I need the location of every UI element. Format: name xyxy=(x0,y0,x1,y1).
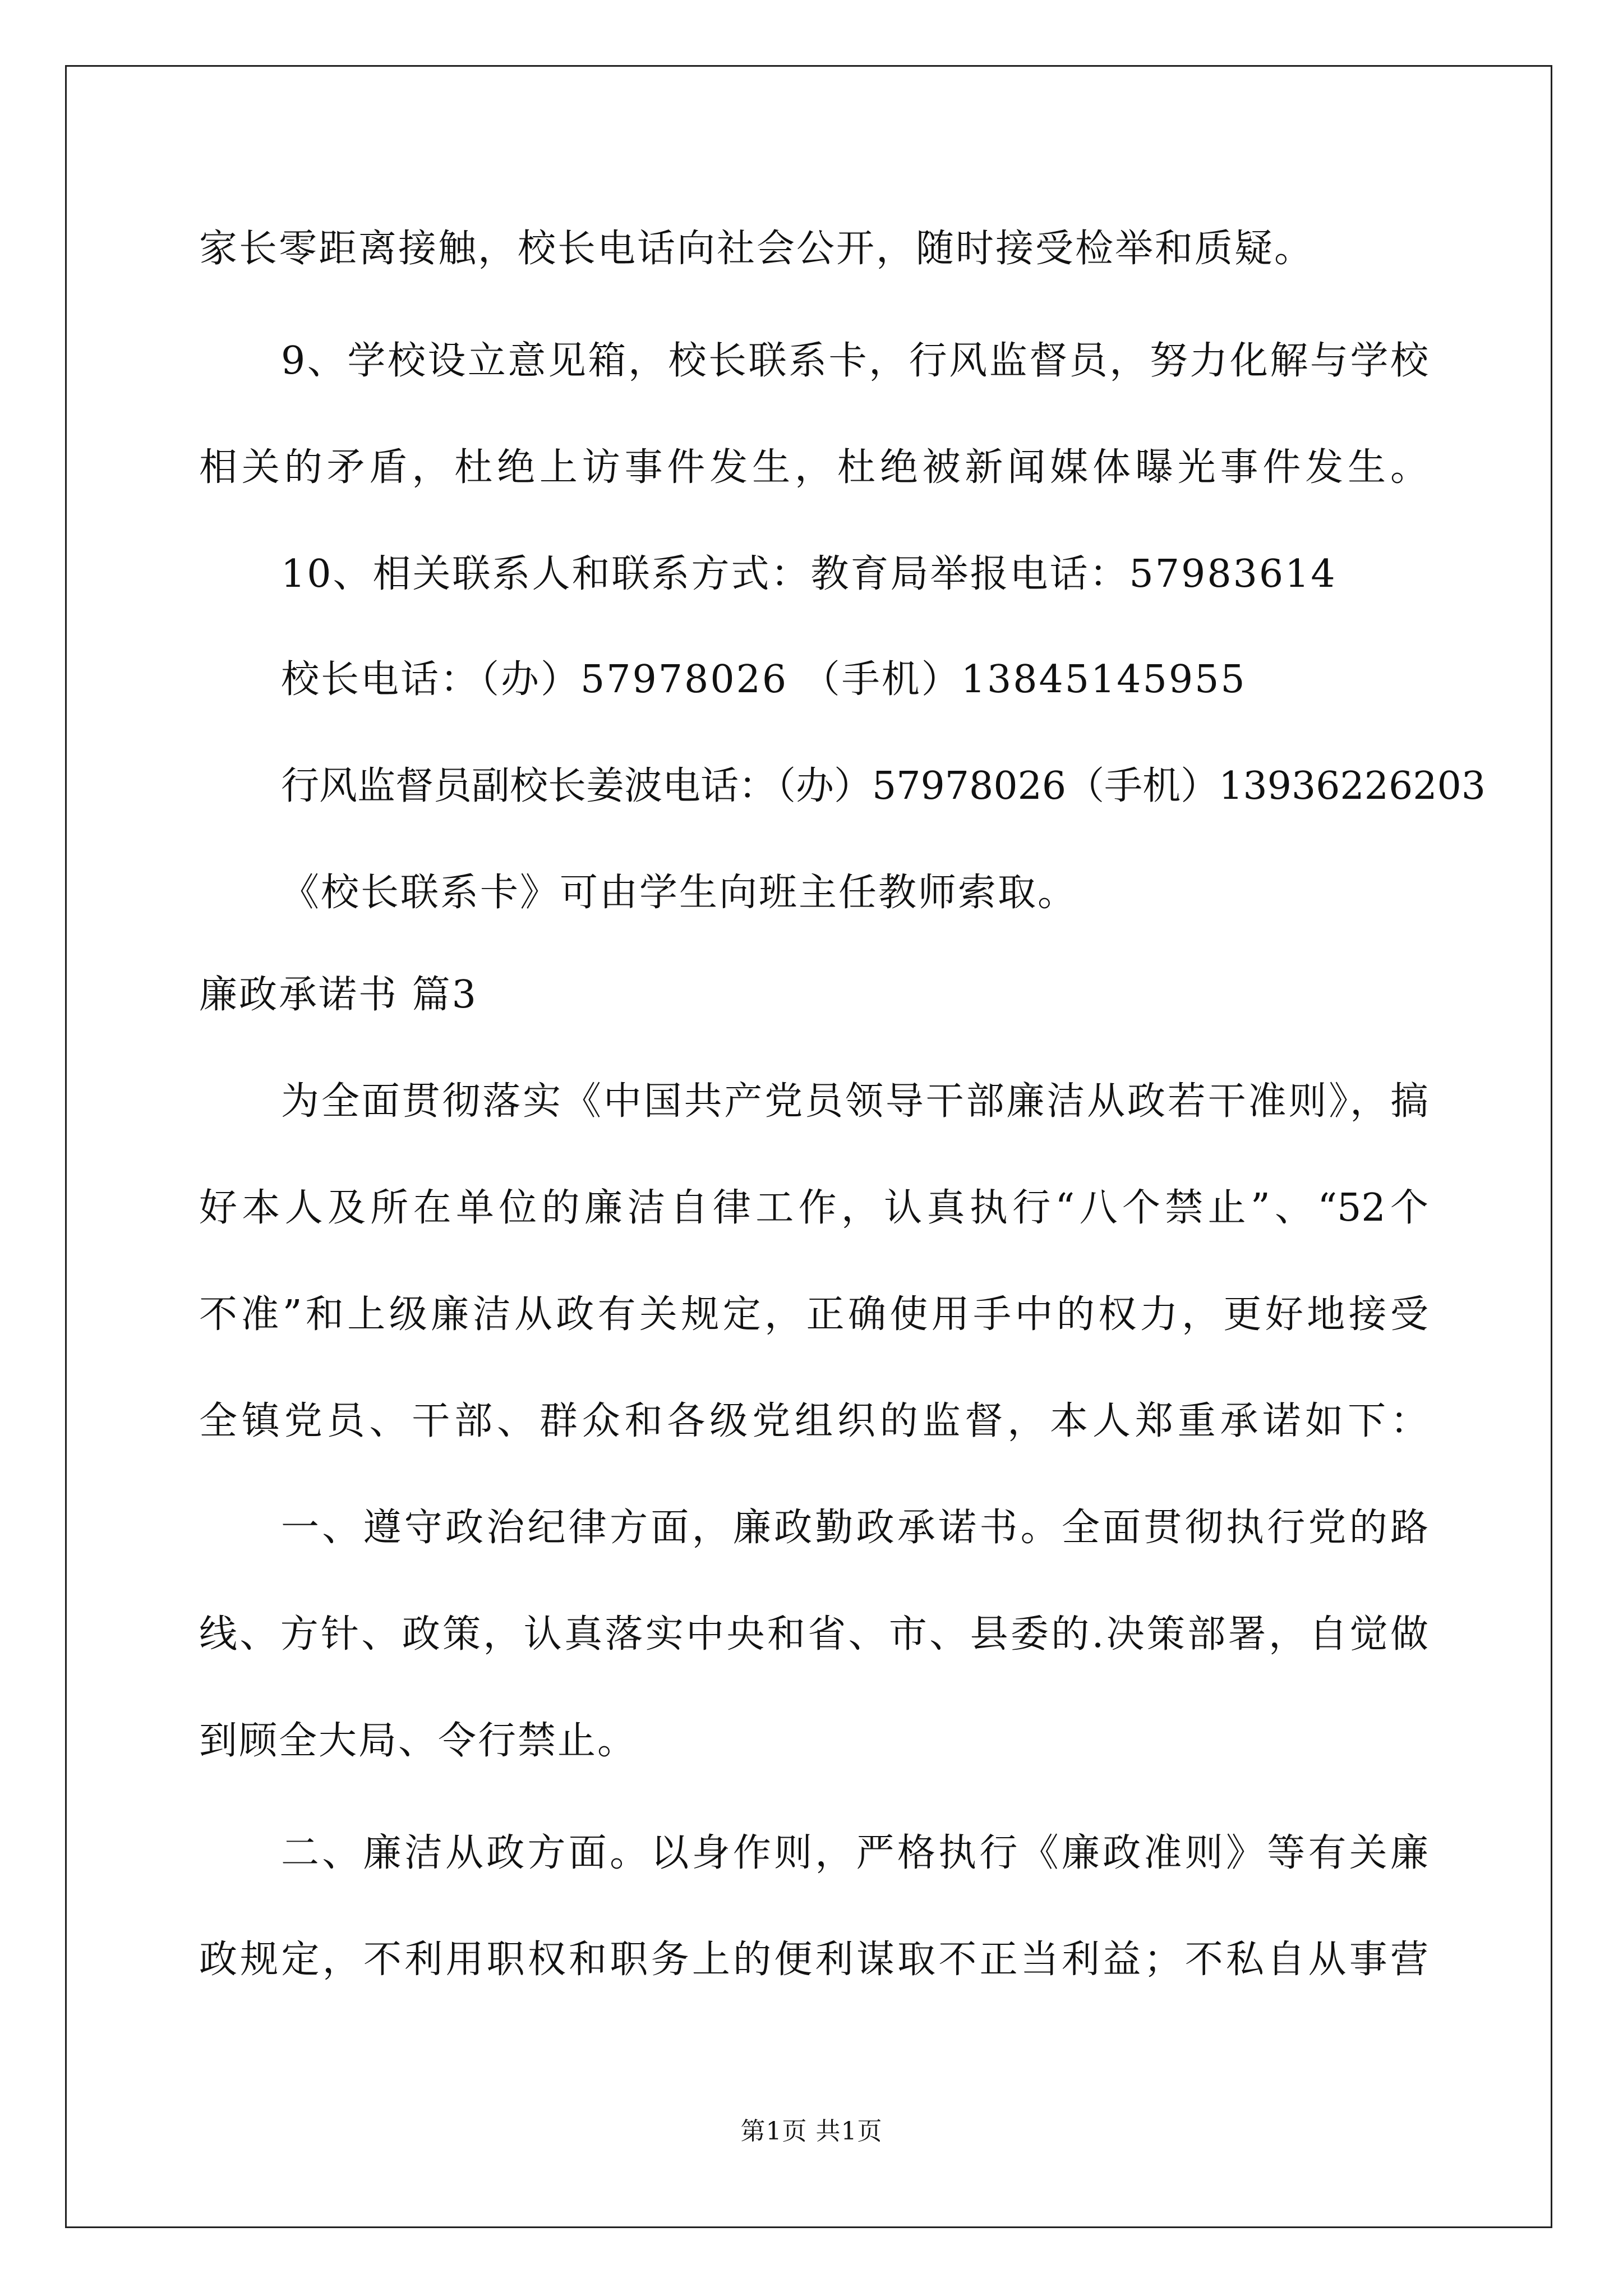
body-line: 到顾全大局、令行禁止。 xyxy=(199,1719,638,1763)
body-line: 行风监督员副校长姜波电话：（办）57978026（手机）13936226203 xyxy=(281,764,1486,808)
body-line: 校长电话：（办）57978026 （手机）13845145955 xyxy=(281,657,1247,702)
body-line: 相关的矛盾，杜绝上访事件发生，杜绝被新闻媒体曝光事件发生。 xyxy=(199,445,1428,490)
page-footer: 第1页 共1页 xyxy=(740,2117,883,2146)
body-line: 《校长联系卡》可由学生向班主任教师索取。 xyxy=(281,871,1078,915)
body-line: 二、廉洁从政方面。以身作则，严格执行《廉政准则》等有关廉 xyxy=(281,1831,1428,1875)
body-line: 全镇党员、干部、群众和各级党组织的监督，本人郑重承诺如下： xyxy=(199,1399,1428,1443)
body-line: 一、遵守政治纪律方面，廉政勤政承诺书。全面贯彻执行党的路 xyxy=(281,1506,1428,1550)
section-heading: 廉政承诺书 篇3 xyxy=(199,973,478,1017)
body-line: 为全面贯彻落实《中国共产党员领导干部廉洁从政若干准则》，搞 xyxy=(281,1079,1428,1124)
body-line: 10、相关联系人和联系方式：教育局举报电话：57983614 xyxy=(281,552,1337,596)
body-line: 线、方针、政策，认真落实中央和省、市、县委的.决策部署，自觉做 xyxy=(199,1612,1428,1657)
body-line: 好本人及所在单位的廉洁自律工作，认真执行“八个禁止”、“52个 xyxy=(199,1186,1428,1230)
page-border xyxy=(65,65,1552,2228)
body-line: 不准”和上级廉洁从政有关规定，正确使用手中的权力，更好地接受 xyxy=(199,1292,1428,1337)
body-line: 9、学校设立意见箱，校长联系卡，行风监督员，努力化解与学校 xyxy=(281,339,1428,383)
body-line: 家长零距离接触，校长电话向社会公开，随时接受检举和质疑。 xyxy=(199,227,1315,271)
body-line: 政规定，不利用职权和职务上的便利谋取不正当利益；不私自从事营 xyxy=(199,1938,1428,1982)
